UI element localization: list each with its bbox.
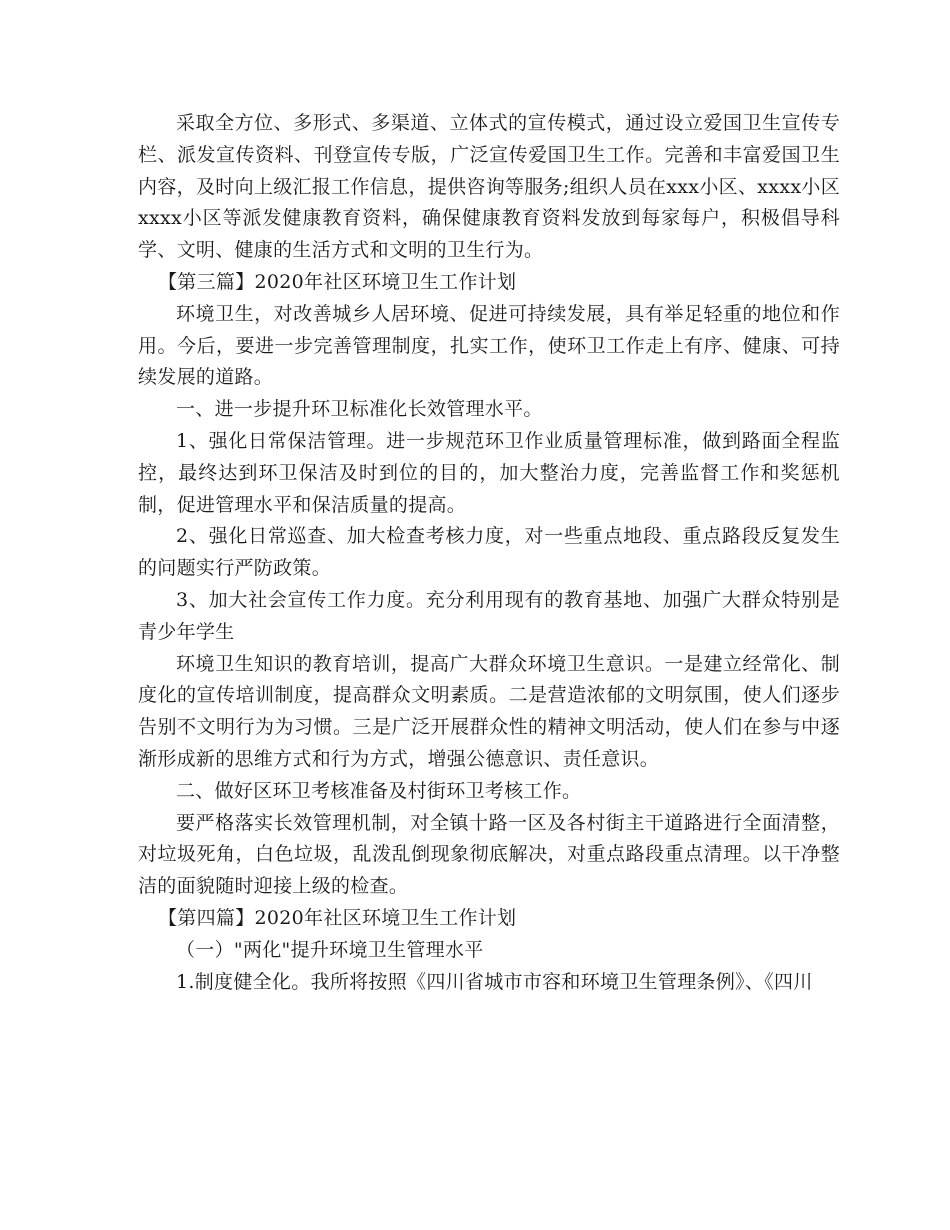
paragraph-item-2: 2、强化日常巡查、加大检查考核力度，对一些重点地段、重点路段反复发生的问题实行严防政策。 [138,525,840,580]
paragraph-education: 环境卫生知识的教育培训，提高广大群众环境卫生意识。一是建立经常化、制度化的宣传培训制度，提高群众文明素质。二是营造浓郁的文明氛围，使人们逐步告别不文明行为为习惯。三是广泛开展群众性的精神文明活动，使人们在参与中逐渐形成新的思维方式和行为方式，增强公德意识、责任意识。 [138,652,840,770]
paragraph-system: 1.制度健全化。我所将按照《四川省城市市容和环境卫生管理条例》、《四川 [176,970,813,993]
subheading-two: 二、做好区环卫考核准备及村街环卫考核工作。 [176,779,582,802]
document-page [138,108,840,1218]
subheading-two-transformations: （一）"两化"提升环境卫生管理水平 [176,938,484,961]
paragraph-mechanism: 要严格落实长效管理机制，对全镇十路一区及各村街主干道路进行全面清整，对垃圾死角，白色垃圾，乱泼乱倒现象彻底解决，对重点路段重点清理。以干净整洁的面貌随时迎接上级的检查。 [138,811,840,898]
paragraph-item-3: 3、加大社会宣传工作力度。充分利用现有的教育基地、加强广大群众特别是青少年学生 [138,588,840,643]
paragraph-intro: 环境卫生，对改善城乡人居环境、促进可持续发展，具有举足轻重的地位和作用。今后，要进一步完善管理制度，扎实工作，使环卫工作走上有序、健康、可持续发展的道路。 [138,302,840,389]
section-heading-part-four: 【第四篇】2020年社区环境卫生工作计划 [158,906,517,929]
section-heading-part-three: 【第三篇】2020年社区环境卫生工作计划 [158,270,517,293]
paragraph-propaganda: 采取全方位、多形式、多渠道、立体式的宣传模式，通过设立爱国卫生宣传专栏、派发宣传资料、刊登宣传专版，广泛宣传爱国卫生工作。完善和丰富爱国卫生内容，及时向上级汇报工作信息，提供咨询等服务;组织人员在xxx小区、xxxx小区xxxx小区等派发健康教育资料，确保健康教育资料发放到每家每户，积极倡导科学、文明、健康的生活方式和文明的卫生行为。 [138,112,840,262]
paragraph-item-1: 1、强化日常保洁管理。进一步规范环卫作业质量管理标准，做到路面全程监控，最终达到环卫保洁及时到位的目的，加大整治力度，完善监督工作和奖惩机制，促进管理水平和保洁质量的提高。 [138,429,840,516]
subheading-one: 一、进一步提升环卫标准化长效管理水平。 [176,398,543,421]
